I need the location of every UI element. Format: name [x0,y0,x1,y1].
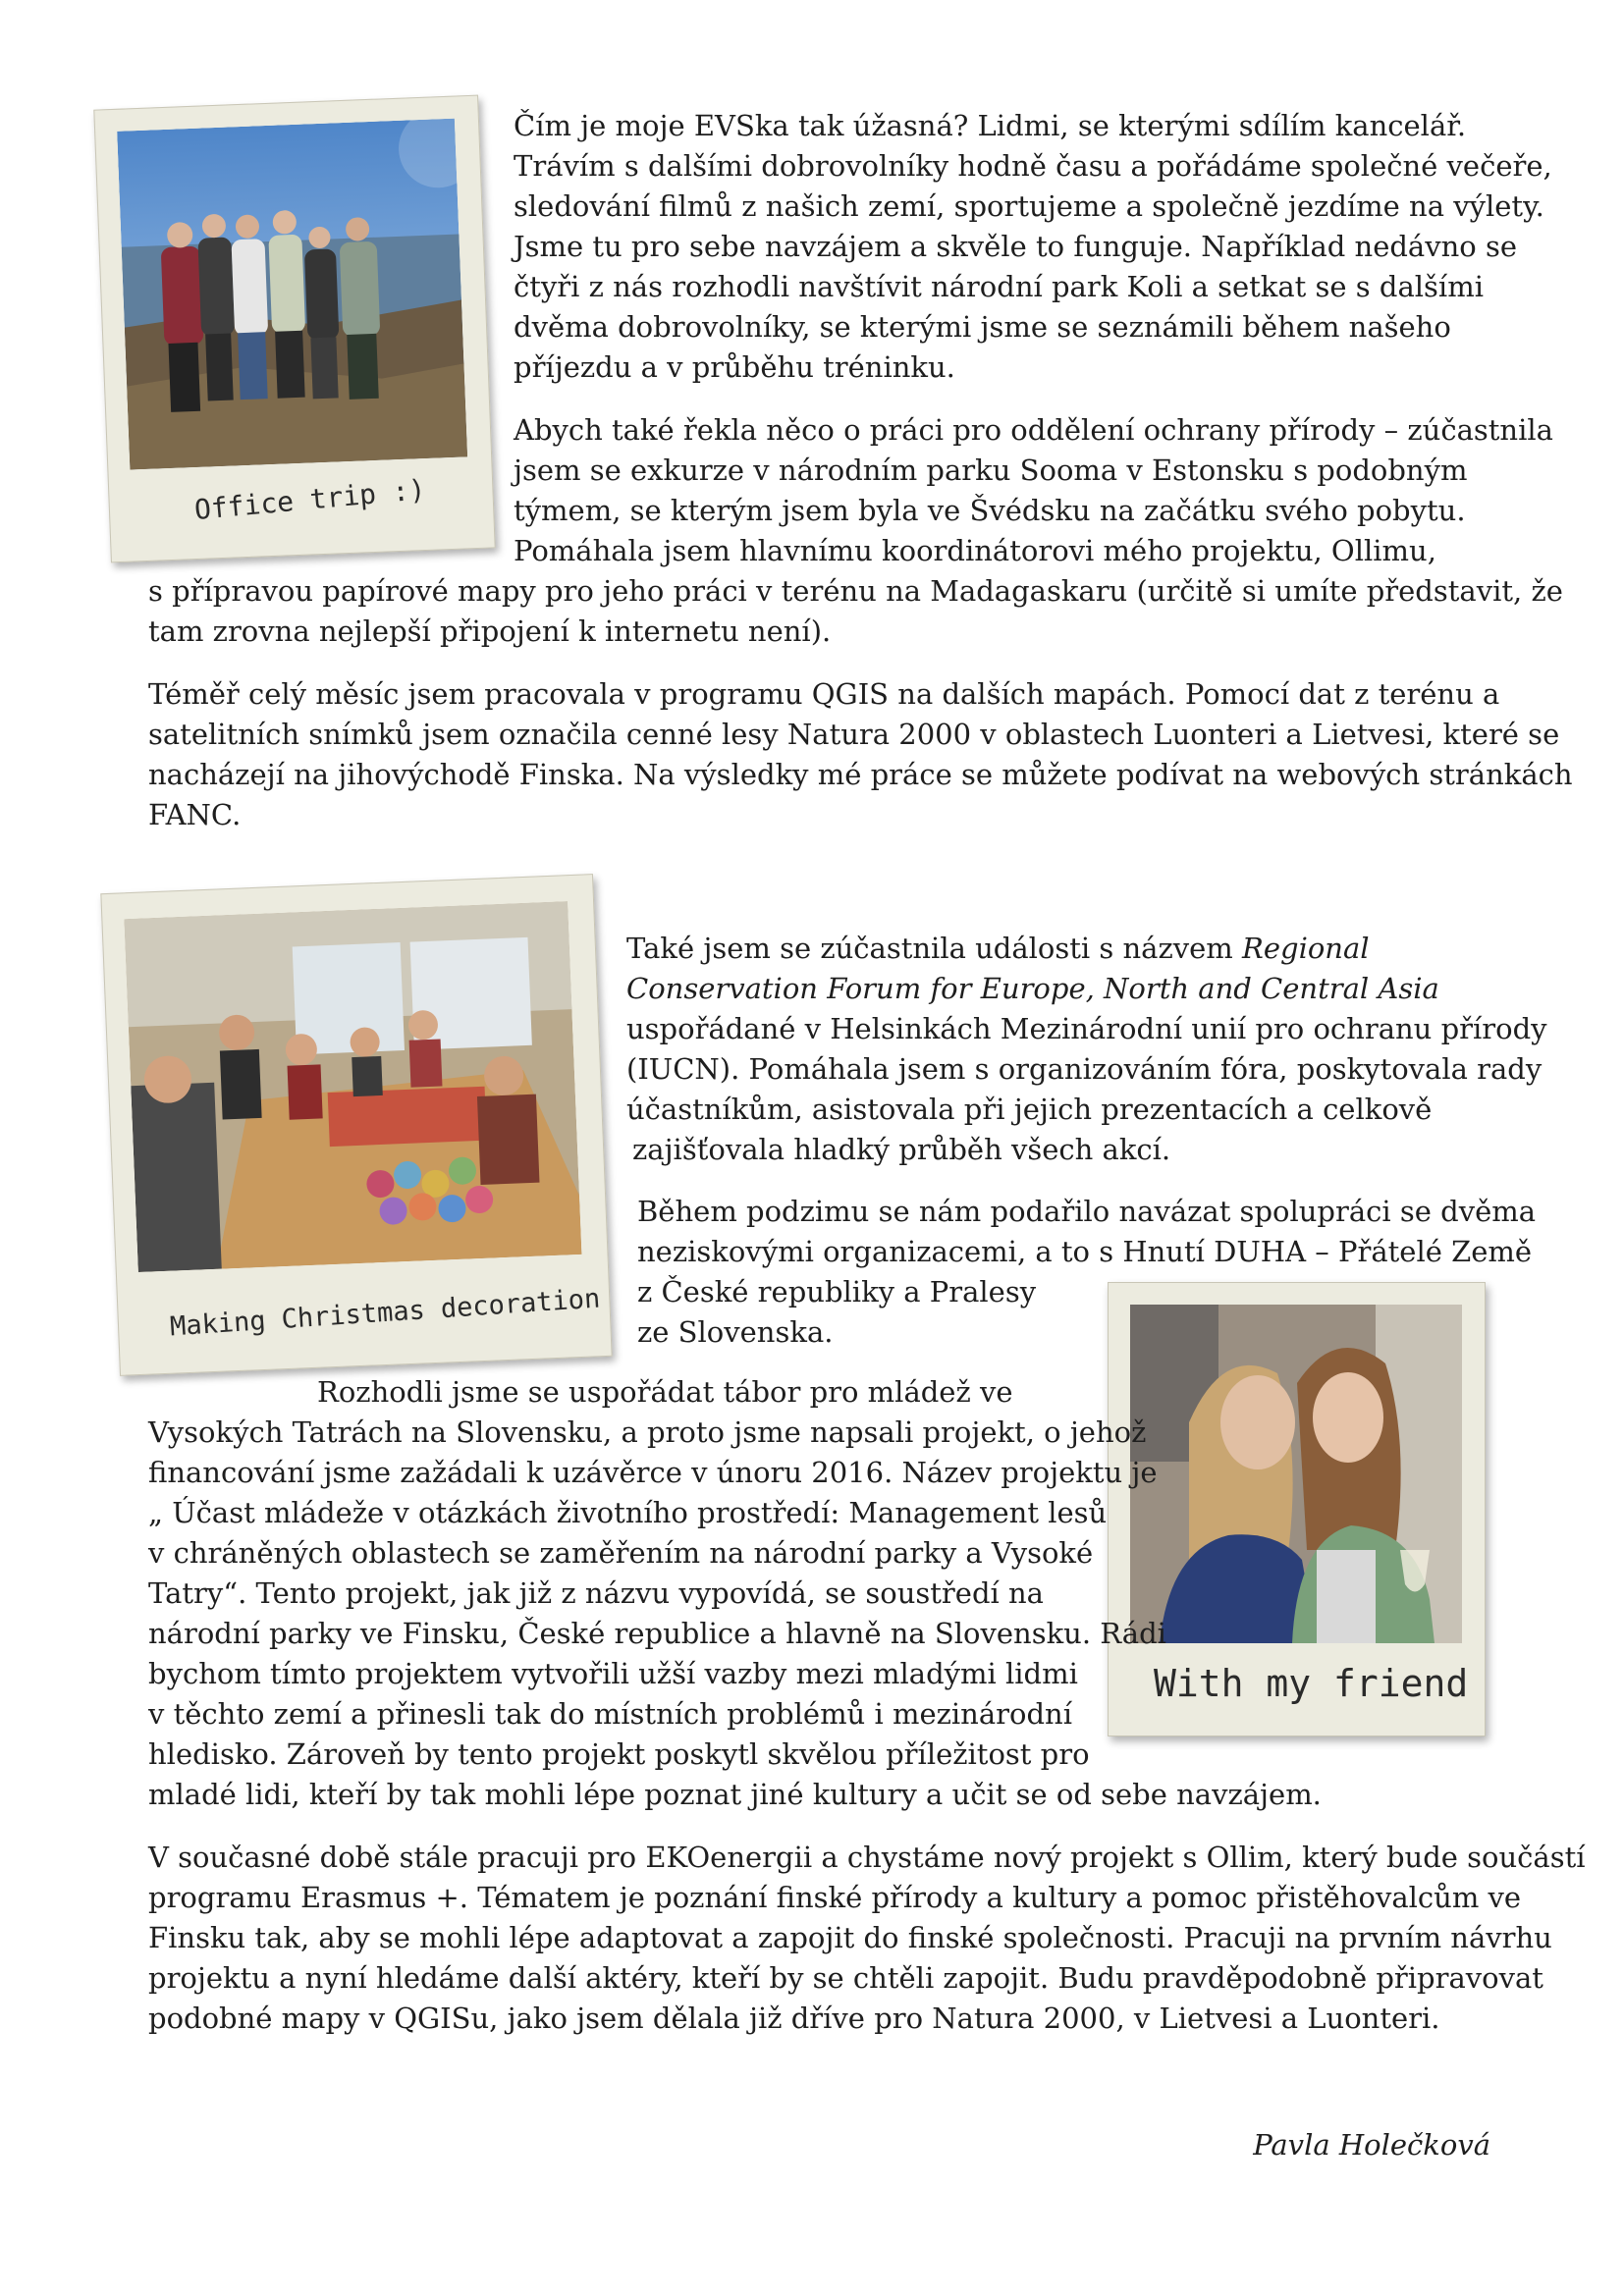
with-my-friend-caption: With my friend [1154,1662,1469,1705]
office-trip-caption: Office trip :) [192,472,427,527]
christmas-decoration-image [124,901,581,1272]
photo-office-trip [93,95,495,563]
paragraph-7: V současné době stále pracuji pro EKOenergii a chystáme nový projekt s Ollim, který bude součástí programu Erasmus +. Tématem je poznání finské přírody a kultury a pomoc přistěhovalcům ve Finsku tak, aby se mohli lépe adaptovat a zapojit do finské společnosti. Pracuji na prvním návrhu projektu a nyní hledáme další aktéry, kteří by se chtěli zapojit. Budu pravděpodobně připravovat podobné mapy v QGISu, jako jsem dělala již dříve pro Natura 2000, v Lietvesi a Luonteri. [148,1841,1586,2035]
paragraph-6: Rozhodli jsme se uspořádat tábor pro mládež ve Vysokých Tatrách na Slovensku, a proto jsme napsali projekt, o jehož financování jsme zažádali k uzávěrce v únoru 2016. Název projektu je „ Účast mládeže v otázkách životního prostředí: Management lesů v chráněných oblastech se zaměřením na národní parky a Vysoké Tatry“. Tento projekt, jak již z názvu vypovídá, se soustředí na národní parky ve Finsku, České republice a hlavně na Slovensku. Rádi bychom tímto projektem vytvořili užší vazby mezi mladými lidmi v těchto zemí a přinesli tak do místních problémů i mezinárodní hledisko. Zároveň by tento projekt poskytl skvělou příležitost pro mladé lidi, kteří by tak mohli lépe poznat jiné kultury a učit se od sebe navzájem. [148,1375,1322,1811]
paragraph-5: Během podzimu se nám podařilo navázat spolupráci se dvěma neziskovými organizacemi, a to s Hnutí DUHA – Přátelé Země z České republiky a Pralesy ze Slovenska. [637,1195,1537,1349]
paragraph-1: Čím je moje EVSka tak úžasná? Lidmi, se kterými sdílím kancelář. Trávím s dalšími dobrovolníky hodně času a pořádáme společné večeře, sledování filmů z našich zemí, sportujeme a společně jezdíme na výlety. Jsme tu pro sebe navzájem a skvěle to funguje. Například nedávno se čtyři z nás rozhodli navštívit národní park Koli a setkat se s dalšími dvěma dobrovolníky, se kterými jsme se seznámili během našeho příjezdu a v průběhu tréninku. [514,109,1552,384]
paragraph-4: Také jsem se zúčastnila události s názvem Regional Conservation Forum for Europe, North and Central Asia uspořádané v Helsinkách Mezinárodní unií pro ochranu přírody (IUCN). Pomáhala jsem s organizováním fóra, poskytovala rady účastníkům, asistovala při jejich prezentacích a celkově zajišťovala hladký průběh všech akcí. [626,932,1547,1166]
photo-christmas-decoration [100,874,612,1376]
office-trip-image [117,119,467,470]
paragraph-3: Téměř celý měsíc jsem pracovala v programu QGIS na dalších mapách. Pomocí dat z terénu a satelitních snímků jsem označila cenné lesy Natura 2000 v oblastech Luonteri a Lietvesi, které se nacházejí na jihovýchodě Finska. Na výsledky mé práce se můžete podívat na webových stránkách FANC. [148,677,1573,831]
paragraph-2: Abych také řekla něco o práci pro oddělení ochrany přírody – zúčastnila jsem se exkurze v národním parku Sooma v Estonsku s podobným týmem, se kterým jsem byla ve Švédsku na začátku svého pobytu. Pomáhala jsem hlavnímu koordinátorovi mého projektu, Ollimu, [514,413,1553,567]
author-signature: Pavla Holečková [1253,2128,1490,2162]
paragraph-2-continued: s přípravou papírové mapy pro jeho práci v terénu na Madagaskaru (určitě si umíte představit, že tam zrovna nejlepší připojení k internetu není). [148,574,1563,648]
christmas-decoration-caption: Making Christmas decoration [169,1283,602,1343]
